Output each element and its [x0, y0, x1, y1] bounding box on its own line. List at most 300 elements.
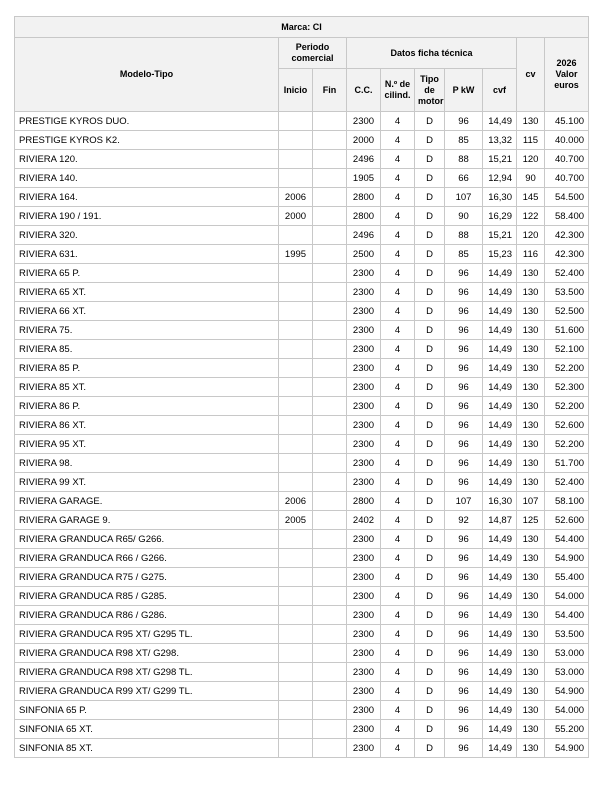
cv-cell: 130: [517, 397, 545, 416]
cv-cell: 120: [517, 150, 545, 169]
cvf-header: cvf: [483, 69, 517, 112]
engine-type-cell: D: [415, 663, 445, 682]
start-cell: [279, 663, 313, 682]
value-cell: 42.300: [545, 226, 589, 245]
cv-cell: 115: [517, 131, 545, 150]
end-cell: [313, 511, 347, 530]
end-cell: [313, 245, 347, 264]
cvf-cell: 14,49: [483, 720, 517, 739]
power-kw-cell: 96: [445, 625, 483, 644]
table-row: [15, 568, 589, 587]
cc-cell: 2300: [347, 720, 381, 739]
cylinders-cell: 4: [381, 131, 415, 150]
start-cell: [279, 473, 313, 492]
cvf-cell: 14,49: [483, 606, 517, 625]
engine-type-cell: D: [415, 435, 445, 454]
value-cell: 52.500: [545, 302, 589, 321]
end-cell: [313, 359, 347, 378]
cv-cell: 130: [517, 739, 545, 758]
model-cell: SINFONIA 85 XT.: [15, 739, 279, 758]
model-cell: RIVIERA GRANDUCA R98 XT/ G298 TL.: [15, 663, 279, 682]
end-cell: [313, 378, 347, 397]
end-cell: [313, 568, 347, 587]
table-row: [15, 416, 589, 435]
value-cell: 52.400: [545, 473, 589, 492]
power-kw-cell: 96: [445, 397, 483, 416]
cv-cell: 122: [517, 207, 545, 226]
table-row: [15, 188, 589, 207]
technical-data-header: Datos ficha técnica: [347, 38, 517, 69]
model-cell: RIVIERA 66 XT.: [15, 302, 279, 321]
table-row: [15, 283, 589, 302]
engine-type-cell: D: [415, 720, 445, 739]
cvf-cell: 14,49: [483, 454, 517, 473]
cc-cell: 2300: [347, 549, 381, 568]
cylinders-cell: 4: [381, 739, 415, 758]
cvf-cell: 16,30: [483, 492, 517, 511]
power-kw-cell: 96: [445, 587, 483, 606]
cv-header: cv: [517, 38, 545, 112]
end-cell: [313, 454, 347, 473]
cvf-cell: 14,49: [483, 549, 517, 568]
power-kw-cell: 96: [445, 302, 483, 321]
start-cell: [279, 606, 313, 625]
cc-cell: 2300: [347, 378, 381, 397]
cvf-cell: 14,49: [483, 701, 517, 720]
engine-type-cell: D: [415, 264, 445, 283]
cc-cell: 2800: [347, 492, 381, 511]
model-cell: RIVIERA GRANDUCA R98 XT/ G298.: [15, 644, 279, 663]
start-cell: [279, 549, 313, 568]
cv-cell: 130: [517, 644, 545, 663]
cv-cell: 130: [517, 321, 545, 340]
engine-type-cell: D: [415, 397, 445, 416]
value-cell: 54.500: [545, 188, 589, 207]
engine-type-cell: D: [415, 606, 445, 625]
end-header: Fin: [313, 69, 347, 112]
end-cell: [313, 321, 347, 340]
cc-cell: 2300: [347, 701, 381, 720]
table-row: [15, 701, 589, 720]
cv-cell: 107: [517, 492, 545, 511]
value-cell: 53.000: [545, 663, 589, 682]
power-kw-cell: 96: [445, 416, 483, 435]
cvf-cell: 14,49: [483, 264, 517, 283]
power-kw-cell: 96: [445, 112, 483, 131]
engine-type-cell: D: [415, 682, 445, 701]
cylinders-cell: 4: [381, 340, 415, 359]
value-cell: 40.700: [545, 169, 589, 188]
end-cell: [313, 131, 347, 150]
cv-cell: 130: [517, 112, 545, 131]
model-cell: RIVIERA 631.: [15, 245, 279, 264]
model-cell: RIVIERA 85.: [15, 340, 279, 359]
cv-cell: 130: [517, 663, 545, 682]
table-row: [15, 492, 589, 511]
cc-cell: 2300: [347, 283, 381, 302]
cylinders-cell: 4: [381, 283, 415, 302]
cvf-cell: 14,49: [483, 625, 517, 644]
cv-cell: 130: [517, 454, 545, 473]
end-cell: [313, 663, 347, 682]
cv-cell: 145: [517, 188, 545, 207]
model-cell: RIVIERA GRANDUCA R99 XT/ G299 TL.: [15, 682, 279, 701]
table-row: [15, 739, 589, 758]
power-kw-cell: 96: [445, 340, 483, 359]
value-cell: 53.500: [545, 283, 589, 302]
start-cell: 2006: [279, 188, 313, 207]
model-cell: RIVIERA GRANDUCA R65/ G266.: [15, 530, 279, 549]
cv-cell: 125: [517, 511, 545, 530]
model-cell: SINFONIA 65 P.: [15, 701, 279, 720]
cylinders-cell: 4: [381, 226, 415, 245]
value-cell: 55.200: [545, 720, 589, 739]
value-header: 2026 Valor euros: [545, 38, 589, 112]
end-cell: [313, 530, 347, 549]
cylinders-cell: 4: [381, 720, 415, 739]
cvf-cell: 16,29: [483, 207, 517, 226]
start-cell: [279, 435, 313, 454]
table-row: [15, 587, 589, 606]
cvf-cell: 14,49: [483, 682, 517, 701]
model-cell: RIVIERA 140.: [15, 169, 279, 188]
cv-cell: 130: [517, 435, 545, 454]
model-cell: RIVIERA 99 XT.: [15, 473, 279, 492]
power-kw-cell: 96: [445, 549, 483, 568]
model-type-header: Modelo-Tipo: [15, 38, 279, 112]
value-cell: 54.900: [545, 549, 589, 568]
cv-cell: 130: [517, 473, 545, 492]
cvf-cell: 14,87: [483, 511, 517, 530]
table-row: [15, 473, 589, 492]
cylinders-cell: 4: [381, 169, 415, 188]
cc-cell: 2300: [347, 473, 381, 492]
cylinders-cell: 4: [381, 378, 415, 397]
cv-cell: 130: [517, 549, 545, 568]
power-kw-cell: 96: [445, 321, 483, 340]
engine-type-cell: D: [415, 340, 445, 359]
cc-cell: 2300: [347, 264, 381, 283]
value-cell: 40.700: [545, 150, 589, 169]
start-cell: [279, 131, 313, 150]
model-cell: RIVIERA 86 XT.: [15, 416, 279, 435]
cylinders-cell: 4: [381, 606, 415, 625]
cc-cell: 2300: [347, 359, 381, 378]
power-kw-cell: 96: [445, 359, 483, 378]
vehicle-value-table: [14, 16, 589, 758]
cv-cell: 130: [517, 625, 545, 644]
cvf-cell: 14,49: [483, 530, 517, 549]
cylinders-cell: 4: [381, 435, 415, 454]
start-cell: 2006: [279, 492, 313, 511]
cc-cell: 2300: [347, 397, 381, 416]
table-row: [15, 682, 589, 701]
cv-cell: 130: [517, 701, 545, 720]
value-cell: 58.100: [545, 492, 589, 511]
cc-cell: 2800: [347, 188, 381, 207]
engine-type-cell: D: [415, 150, 445, 169]
cv-cell: 130: [517, 568, 545, 587]
start-cell: [279, 226, 313, 245]
end-cell: [313, 283, 347, 302]
cvf-cell: 14,49: [483, 473, 517, 492]
value-cell: 51.700: [545, 454, 589, 473]
value-cell: 52.300: [545, 378, 589, 397]
brand-header: Marca: CI: [15, 17, 589, 38]
engine-type-header: Tipo de motor: [415, 69, 445, 112]
cylinders-cell: 4: [381, 492, 415, 511]
cvf-cell: 14,49: [483, 416, 517, 435]
value-cell: 52.600: [545, 511, 589, 530]
value-cell: 42.300: [545, 245, 589, 264]
cvf-cell: 15,21: [483, 150, 517, 169]
cc-cell: 2496: [347, 226, 381, 245]
start-cell: [279, 321, 313, 340]
model-cell: PRESTIGE KYROS DUO.: [15, 112, 279, 131]
model-cell: RIVIERA 85 XT.: [15, 378, 279, 397]
table-row: [15, 549, 589, 568]
price-table-container: [14, 16, 589, 758]
power-kw-cell: 96: [445, 530, 483, 549]
engine-type-cell: D: [415, 321, 445, 340]
value-cell: 52.200: [545, 435, 589, 454]
model-cell: SINFONIA 65 XT.: [15, 720, 279, 739]
cv-cell: 130: [517, 606, 545, 625]
model-cell: RIVIERA GARAGE.: [15, 492, 279, 511]
start-cell: [279, 416, 313, 435]
model-cell: RIVIERA 320.: [15, 226, 279, 245]
end-cell: [313, 264, 347, 283]
table-row: [15, 150, 589, 169]
value-cell: 54.900: [545, 739, 589, 758]
power-kw-cell: 88: [445, 226, 483, 245]
value-cell: 55.400: [545, 568, 589, 587]
start-header: Inicio: [279, 69, 313, 112]
value-cell: 51.600: [545, 321, 589, 340]
model-cell: RIVIERA GARAGE 9.: [15, 511, 279, 530]
model-cell: RIVIERA 75.: [15, 321, 279, 340]
power-kw-cell: 96: [445, 606, 483, 625]
table-row: [15, 340, 589, 359]
cc-cell: 2300: [347, 663, 381, 682]
cylinders-cell: 4: [381, 416, 415, 435]
engine-type-cell: D: [415, 416, 445, 435]
cc-cell: 2800: [347, 207, 381, 226]
table-row: [15, 245, 589, 264]
cylinders-cell: 4: [381, 473, 415, 492]
cylinders-cell: 4: [381, 321, 415, 340]
end-cell: [313, 169, 347, 188]
table-row: [15, 530, 589, 549]
engine-type-cell: D: [415, 701, 445, 720]
power-kw-header: P kW: [445, 69, 483, 112]
model-cell: RIVIERA 85 P.: [15, 359, 279, 378]
cc-cell: 1905: [347, 169, 381, 188]
table-row: [15, 511, 589, 530]
cylinders-cell: 4: [381, 397, 415, 416]
power-kw-cell: 96: [445, 473, 483, 492]
cc-cell: 2300: [347, 739, 381, 758]
start-cell: [279, 340, 313, 359]
start-cell: [279, 568, 313, 587]
cylinders-cell: 4: [381, 625, 415, 644]
cvf-cell: 14,49: [483, 112, 517, 131]
cc-cell: 2300: [347, 416, 381, 435]
value-cell: 40.000: [545, 131, 589, 150]
value-cell: 53.500: [545, 625, 589, 644]
start-cell: [279, 682, 313, 701]
cvf-cell: 14,49: [483, 435, 517, 454]
end-cell: [313, 587, 347, 606]
cvf-cell: 12,94: [483, 169, 517, 188]
power-kw-cell: 90: [445, 207, 483, 226]
value-cell: 52.100: [545, 340, 589, 359]
start-cell: [279, 397, 313, 416]
cv-cell: 130: [517, 264, 545, 283]
model-cell: RIVIERA GRANDUCA R75 / G275.: [15, 568, 279, 587]
cv-cell: 130: [517, 682, 545, 701]
cc-cell: 2300: [347, 530, 381, 549]
cc-cell: 2300: [347, 587, 381, 606]
cylinders-cell: 4: [381, 663, 415, 682]
start-cell: 2005: [279, 511, 313, 530]
engine-type-cell: D: [415, 302, 445, 321]
table-row: [15, 131, 589, 150]
model-cell: RIVIERA GRANDUCA R95 XT/ G295 TL.: [15, 625, 279, 644]
power-kw-cell: 92: [445, 511, 483, 530]
power-kw-cell: 85: [445, 131, 483, 150]
model-cell: RIVIERA 190 / 191.: [15, 207, 279, 226]
value-cell: 58.400: [545, 207, 589, 226]
cc-cell: 2300: [347, 435, 381, 454]
cv-cell: 120: [517, 226, 545, 245]
table-row: [15, 207, 589, 226]
start-cell: [279, 169, 313, 188]
cc-cell: 2300: [347, 606, 381, 625]
start-cell: [279, 720, 313, 739]
engine-type-cell: D: [415, 112, 445, 131]
cylinders-cell: 4: [381, 587, 415, 606]
engine-type-cell: D: [415, 226, 445, 245]
cc-cell: 2300: [347, 625, 381, 644]
model-cell: RIVIERA GRANDUCA R66 / G266.: [15, 549, 279, 568]
end-cell: [313, 739, 347, 758]
cylinders-cell: 4: [381, 454, 415, 473]
start-cell: [279, 587, 313, 606]
start-cell: [279, 359, 313, 378]
cc-cell: 2300: [347, 340, 381, 359]
cv-cell: 90: [517, 169, 545, 188]
end-cell: [313, 606, 347, 625]
start-cell: [279, 530, 313, 549]
engine-type-cell: D: [415, 492, 445, 511]
cvf-cell: 16,30: [483, 188, 517, 207]
cc-cell: 2300: [347, 454, 381, 473]
end-cell: [313, 644, 347, 663]
cvf-cell: 15,23: [483, 245, 517, 264]
cylinders-cell: 4: [381, 150, 415, 169]
model-cell: RIVIERA 120.: [15, 150, 279, 169]
end-cell: [313, 397, 347, 416]
engine-type-cell: D: [415, 530, 445, 549]
engine-type-cell: D: [415, 283, 445, 302]
value-cell: 52.400: [545, 264, 589, 283]
power-kw-cell: 66: [445, 169, 483, 188]
table-row: [15, 644, 589, 663]
value-cell: 52.600: [545, 416, 589, 435]
cylinders-cell: 4: [381, 302, 415, 321]
start-cell: [279, 625, 313, 644]
power-kw-cell: 96: [445, 739, 483, 758]
model-cell: RIVIERA GRANDUCA R85 / G285.: [15, 587, 279, 606]
model-cell: PRESTIGE KYROS K2.: [15, 131, 279, 150]
start-cell: 1995: [279, 245, 313, 264]
cvf-cell: 14,49: [483, 321, 517, 340]
power-kw-cell: 96: [445, 644, 483, 663]
power-kw-cell: 88: [445, 150, 483, 169]
engine-type-cell: D: [415, 359, 445, 378]
engine-type-cell: D: [415, 549, 445, 568]
commercial-period-header: Periodo comercial: [279, 38, 347, 69]
cv-cell: 130: [517, 340, 545, 359]
end-cell: [313, 416, 347, 435]
table-row: [15, 397, 589, 416]
table-row: [15, 378, 589, 397]
cvf-cell: 14,49: [483, 283, 517, 302]
engine-type-cell: D: [415, 207, 445, 226]
value-cell: 54.000: [545, 701, 589, 720]
engine-type-cell: D: [415, 511, 445, 530]
cc-cell: 2300: [347, 302, 381, 321]
cvf-cell: 14,49: [483, 378, 517, 397]
start-cell: [279, 739, 313, 758]
table-row: [15, 435, 589, 454]
table-row: [15, 112, 589, 131]
cylinders-cell: 4: [381, 644, 415, 663]
power-kw-cell: 107: [445, 492, 483, 511]
engine-type-cell: D: [415, 739, 445, 758]
engine-type-cell: D: [415, 644, 445, 663]
cvf-cell: 14,49: [483, 587, 517, 606]
cc-cell: 2000: [347, 131, 381, 150]
table-row: [15, 454, 589, 473]
cylinders-cell: 4: [381, 549, 415, 568]
cv-cell: 116: [517, 245, 545, 264]
end-cell: [313, 340, 347, 359]
engine-type-cell: D: [415, 169, 445, 188]
power-kw-cell: 96: [445, 378, 483, 397]
engine-type-cell: D: [415, 131, 445, 150]
cvf-cell: 14,49: [483, 302, 517, 321]
cc-cell: 2300: [347, 321, 381, 340]
cylinders-cell: 4: [381, 682, 415, 701]
cv-cell: 130: [517, 720, 545, 739]
cc-cell: 2300: [347, 644, 381, 663]
engine-type-cell: D: [415, 625, 445, 644]
start-cell: [279, 302, 313, 321]
cvf-cell: 15,21: [483, 226, 517, 245]
value-cell: 45.100: [545, 112, 589, 131]
power-kw-cell: 96: [445, 264, 483, 283]
end-cell: [313, 720, 347, 739]
power-kw-cell: 96: [445, 682, 483, 701]
table-row: [15, 720, 589, 739]
power-kw-cell: 96: [445, 720, 483, 739]
end-cell: [313, 549, 347, 568]
cvf-cell: 14,49: [483, 340, 517, 359]
model-cell: RIVIERA 86 P.: [15, 397, 279, 416]
start-cell: [279, 454, 313, 473]
